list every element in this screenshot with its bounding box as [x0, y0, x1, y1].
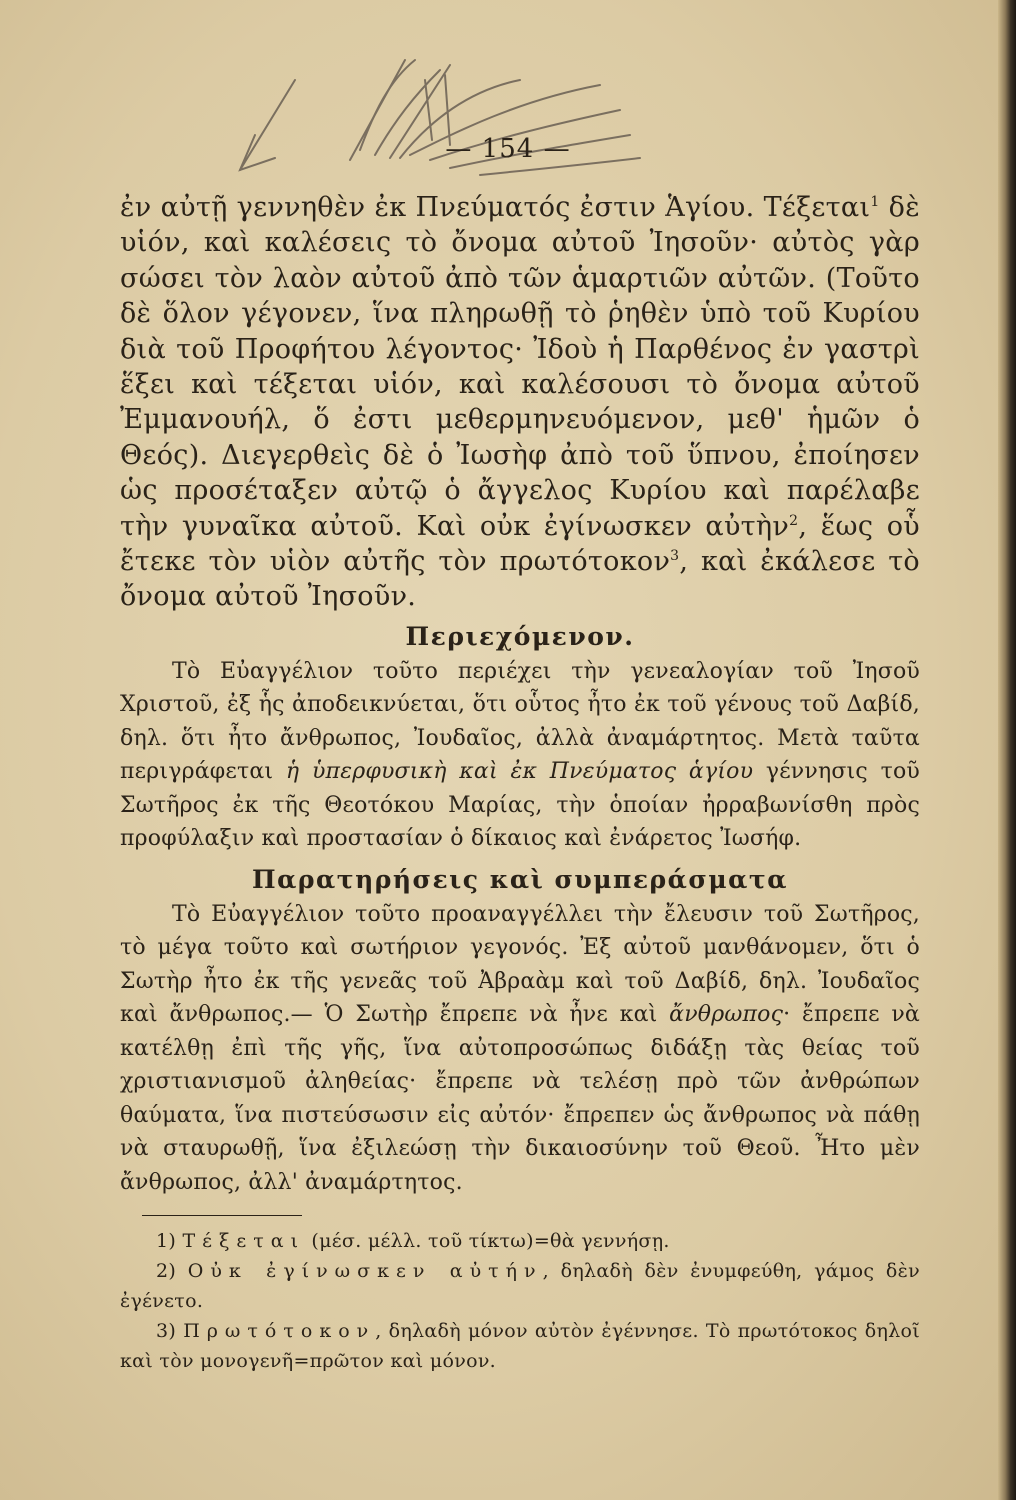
remarks-text-2: · ἔπρεπε νὰ κατέλθῃ ἐπὶ τῆς γῆς, ἵνα αὐτοπροσώπως διδάξῃ τὰς θείας τοῦ χριστιανισμοῦ ἀληθείας· ἔπρεπε νὰ τελέσῃ πρὸ τῶν ἀνθρώπων θαύματα, ἵνα πιστεύσωσιν εἰς αὐτόν· ἔπρεπεν ὡς ἄνθρωπος νὰ πάθῃ νὰ σταυρωθῇ, ἵνα ἐξιλεώσῃ τὴν δικαιοσύνην τοῦ Θεοῦ. Ἦτο μὲν ἄνθρωπος, ἀλλ' ἀναμάρτητος. [120, 1002, 920, 1195]
footnote-definition: , δηλαδὴ δὲν ἐνυμφεύθη, γάμος δὲν ἐγένετο. [120, 1260, 920, 1313]
footnote-1 [120, 1226, 920, 1256]
remarks-paragraph [120, 898, 920, 1200]
page-edge-shadow [998, 0, 1016, 1500]
footnotes [120, 1226, 920, 1376]
footnote-term: Τέξεται [182, 1230, 306, 1253]
contents-text-1: Τὸ Εὐαγγέλιον τοῦτο περιέχει τὴν γενεαλογίαν τοῦ Ἰησοῦ Χριστοῦ, ἐξ ἧς ἀποδεικνύεται, ὅτι οὗτος ἦτο ἐκ τοῦ γένους τοῦ Δαβίδ, δηλ. ὅτι ἦτο ἄνθρωπος, Ἰουδαῖος, ἀλλὰ ἀναμάρτητος. Μετὰ ταῦτα περιγράφεται [120, 658, 920, 785]
main-text [120, 190, 920, 1376]
footnote-term: Οὐκ ἐγίνωσκεν αὐτήν [187, 1260, 543, 1283]
gospel-text-1: ἐν αὐτῇ γεννηθὲν ἐκ Πνεύματός ἐστιν Ἁγίου. Τέξεται [120, 192, 871, 223]
page-number: — 154 — [445, 134, 571, 164]
footnote-3 [120, 1316, 920, 1376]
contents-italic: ἡ ὑπερφυσικὴ καὶ ἐκ Πνεύματος ἁγίου [285, 759, 754, 785]
gospel-text-2: δὲ υἱόν, καὶ καλέσεις τὸ ὄνομα αὐτοῦ Ἰησοῦν· αὐτὸς γὰρ σώσει τὸν λαὸν αὐτοῦ ἀπὸ τῶν ἁμαρτιῶν αὐτῶν. (Τοῦτο δὲ ὅλον γέγονεν, ἵνα πληρωθῇ τὸ ῥηθὲν ὑπὸ τοῦ Κυρίου διὰ τοῦ Προφήτου λέγοντος· Ἰδοὺ ἡ Παρθένος ἐν γαστρὶ ἕξει καὶ τέξεται υἱόν, καὶ καλέσουσι τὸ ὄνομα αὐτοῦ Ἐμμανουήλ, ὅ ἐστι μεθερμηνευόμενον, μεθ' ἡμῶν ὁ Θεός). Διεγερθεὶς δὲ ὁ Ἰωσὴφ ἀπὸ τοῦ ὕπνου, ἐποίησεν ὡς προσέταξεν αὐτῷ ὁ ἄγγελος Κυρίου καὶ παρέλαβε τὴν γυναῖκα αὐτοῦ. Καὶ οὐκ ἐγίνωσκεν αὐτὴν [120, 192, 920, 542]
gospel-text-3: , ἕως οὗ ἔτεκε τὸν υἱὸν αὐτῆς τὸν πρωτότοκον [120, 510, 921, 578]
footnote-ref-1: 1 [870, 194, 880, 210]
contents-heading: Περιεχόμενον. [405, 621, 635, 651]
footnote-divider [142, 1215, 302, 1216]
footnote-number: 2) [156, 1260, 188, 1283]
footnote-definition: (μέσ. μέλλ. τοῦ τίκτω)=θὰ γεννήσῃ. [305, 1230, 670, 1253]
contents-paragraph [120, 655, 920, 856]
gospel-text-4: , καὶ ἐκάλεσε τὸ ὄνομα αὐτοῦ Ἰησοῦν. [120, 546, 920, 613]
footnote-term: Πρωτότοκον [183, 1320, 376, 1343]
remarks-heading: Παρατηρήσεις καὶ συμπεράσματα [252, 864, 788, 894]
remarks-text-1: Τὸ Εὐαγγέλιον τοῦτο προαναγγέλλει τὴν ἔλευσιν τοῦ Σωτῆρος, τὸ μέγα τοῦτο καὶ σωτήριον γεγονός. Ἐξ αὐτοῦ μανθάνομεν, ὅτι ὁ Σωτὴρ ἦτο ἐκ τῆς γενεᾶς τοῦ Ἀβραὰμ καὶ τοῦ Δαβίδ, δηλ. Ἰουδαῖος καὶ ἄνθρωπος.— Ὁ Σωτὴρ ἔπρεπε νὰ ἦνε καὶ [120, 901, 920, 1028]
contents-text-2: γέννησις τοῦ Σωτῆρος ἐκ τῆς Θεοτόκου Μαρίας, τὴν ὁποίαν ἠρραβωνίσθη πρὸς προφύλαξιν καὶ προστασίαν ὁ δίκαιος καὶ ἐνάρετος Ἰωσήφ. [120, 759, 920, 852]
gospel-paragraph [120, 190, 920, 615]
footnote-ref-3: 3 [670, 548, 680, 565]
footnote-definition: , δηλαδὴ μόνον αὐτὸν ἐγέννησε. Τὸ πρωτότοκος δηλοῖ καὶ τὸν μονογενῆ=πρῶτον καὶ μόνον. [120, 1320, 920, 1373]
footnote-2 [120, 1256, 920, 1316]
footnote-number: 1) [156, 1230, 183, 1253]
footnote-number: 3) [156, 1320, 184, 1343]
remarks-italic: ἄνθρωπος [669, 1002, 784, 1028]
footnote-ref-2: 2 [789, 512, 799, 529]
